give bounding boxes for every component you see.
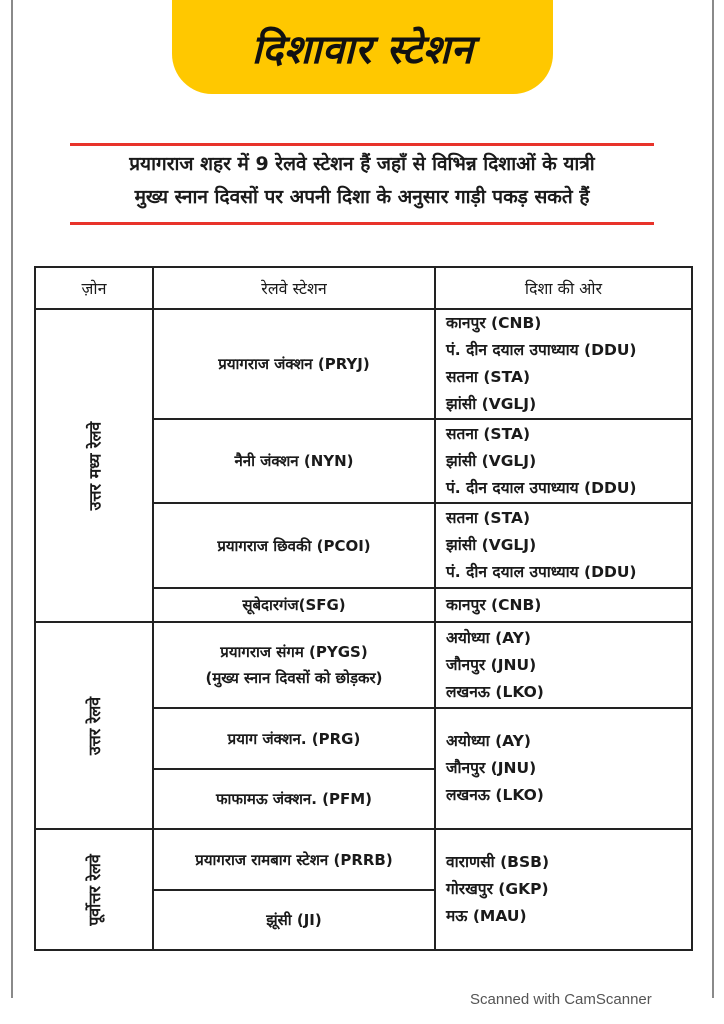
table-row: [35, 829, 692, 890]
direction-item: सतना (STA): [446, 424, 531, 443]
direction-item: लखनऊ (LKO): [446, 786, 544, 804]
station-name: प्रयाग जंक्शन. (PRG): [227, 729, 361, 748]
station-note: (मुख्य स्नान दिवसों को छोड़कर): [205, 669, 383, 687]
intro-line: प्रयागराज शहर में 9 रेलवे स्टेशन हैं जहाँ से विभिन्न दिशाओं के यात्री: [129, 153, 595, 175]
station-cell: [153, 769, 435, 829]
direction-cell: [435, 419, 692, 503]
header-station: रेलवे स्टेशन: [153, 267, 435, 309]
station-cell: [153, 588, 435, 622]
direction-cell: [435, 588, 692, 622]
direction-cell: [435, 309, 692, 419]
station-cell: [153, 829, 435, 890]
station-name: झूंसी (JI): [266, 911, 322, 929]
station-name: फाफामऊ जंक्शन. (PFM): [215, 790, 373, 808]
direction-item: वाराणसी (BSB): [446, 853, 550, 871]
station-cell: [153, 708, 435, 769]
station-name: प्रयागराज छिवकी (PCOI): [217, 536, 371, 555]
direction-cell: [435, 622, 692, 708]
direction-item: कानपुर (CNB): [446, 314, 542, 332]
table-row: [35, 309, 692, 419]
zone-cell: [35, 829, 153, 950]
station-name: प्रयागराज रामबाग स्टेशन (PRRB): [195, 850, 393, 869]
stations-table: [34, 266, 693, 951]
station-cell: [153, 419, 435, 503]
direction-item: झांसी (VGLJ): [446, 536, 537, 554]
intro-bottom-rule: [70, 222, 654, 225]
zone-cell: [35, 622, 153, 829]
page-border-right: [712, 0, 714, 998]
header-direction: दिशा की ओर: [435, 267, 692, 309]
zone-label: पूर्वोत्तर रेलवे: [85, 853, 104, 926]
direction-item: पं. दीन दयाल उपाध्याय (DDU): [446, 563, 637, 581]
direction-item: अयोध्या (AY): [446, 732, 531, 750]
zone-cell: [35, 309, 153, 622]
intro-text: [70, 148, 654, 220]
direction-cell: [435, 708, 692, 829]
direction-cell: [435, 829, 692, 950]
direction-cell: [435, 503, 692, 588]
direction-item: पं. दीन दयाल उपाध्याय (DDU): [446, 341, 637, 359]
title-banner: [172, 0, 553, 94]
direction-item: जौनपुर (JNU): [446, 655, 537, 674]
direction-item: कानपुर (CNB): [446, 595, 542, 614]
zone-label: उत्तर मध्य रेलवे: [84, 421, 104, 510]
direction-item: मऊ (MAU): [446, 907, 527, 925]
header-zone: ज़ोन: [35, 267, 153, 309]
station-name: सूबेदारगंज(SFG): [242, 596, 346, 614]
direction-item: पं. दीन दयाल उपाध्याय (DDU): [446, 478, 637, 497]
station-cell: [153, 309, 435, 419]
table-header-row: [35, 267, 692, 309]
station-name: प्रयागराज संगम (PYGS): [220, 643, 368, 661]
station-name: प्रयागराज जंक्शन (PRYJ): [218, 355, 370, 373]
page-title: दिशावार स्टेशन: [251, 26, 474, 73]
table-row: [35, 622, 692, 708]
direction-item: सतना (STA): [446, 509, 531, 527]
direction-item: जौनपुर (JNU): [446, 759, 537, 777]
direction-item: झांसी (VGLJ): [446, 451, 537, 470]
station-name: नैनी जंक्शन (NYN): [234, 452, 354, 470]
page-border-left: [11, 0, 13, 998]
scanner-watermark: Scanned with CamScanner: [470, 991, 652, 1008]
zone-label: उत्तर रेलवे: [84, 696, 104, 755]
direction-item: सतना (STA): [446, 368, 531, 386]
direction-item: अयोध्या (AY): [446, 628, 531, 647]
intro-line: मुख्य स्नान दिवसों पर अपनी दिशा के अनुसार गाड़ी पकड़ सकते हैं: [134, 186, 590, 208]
direction-item: लखनऊ (LKO): [446, 682, 544, 701]
direction-item: गोरखपुर (GKP): [446, 880, 549, 898]
station-cell: [153, 503, 435, 588]
station-cell: [153, 890, 435, 950]
direction-item: झांसी (VGLJ): [446, 395, 537, 413]
intro-top-rule: [70, 143, 654, 146]
station-cell: [153, 622, 435, 708]
